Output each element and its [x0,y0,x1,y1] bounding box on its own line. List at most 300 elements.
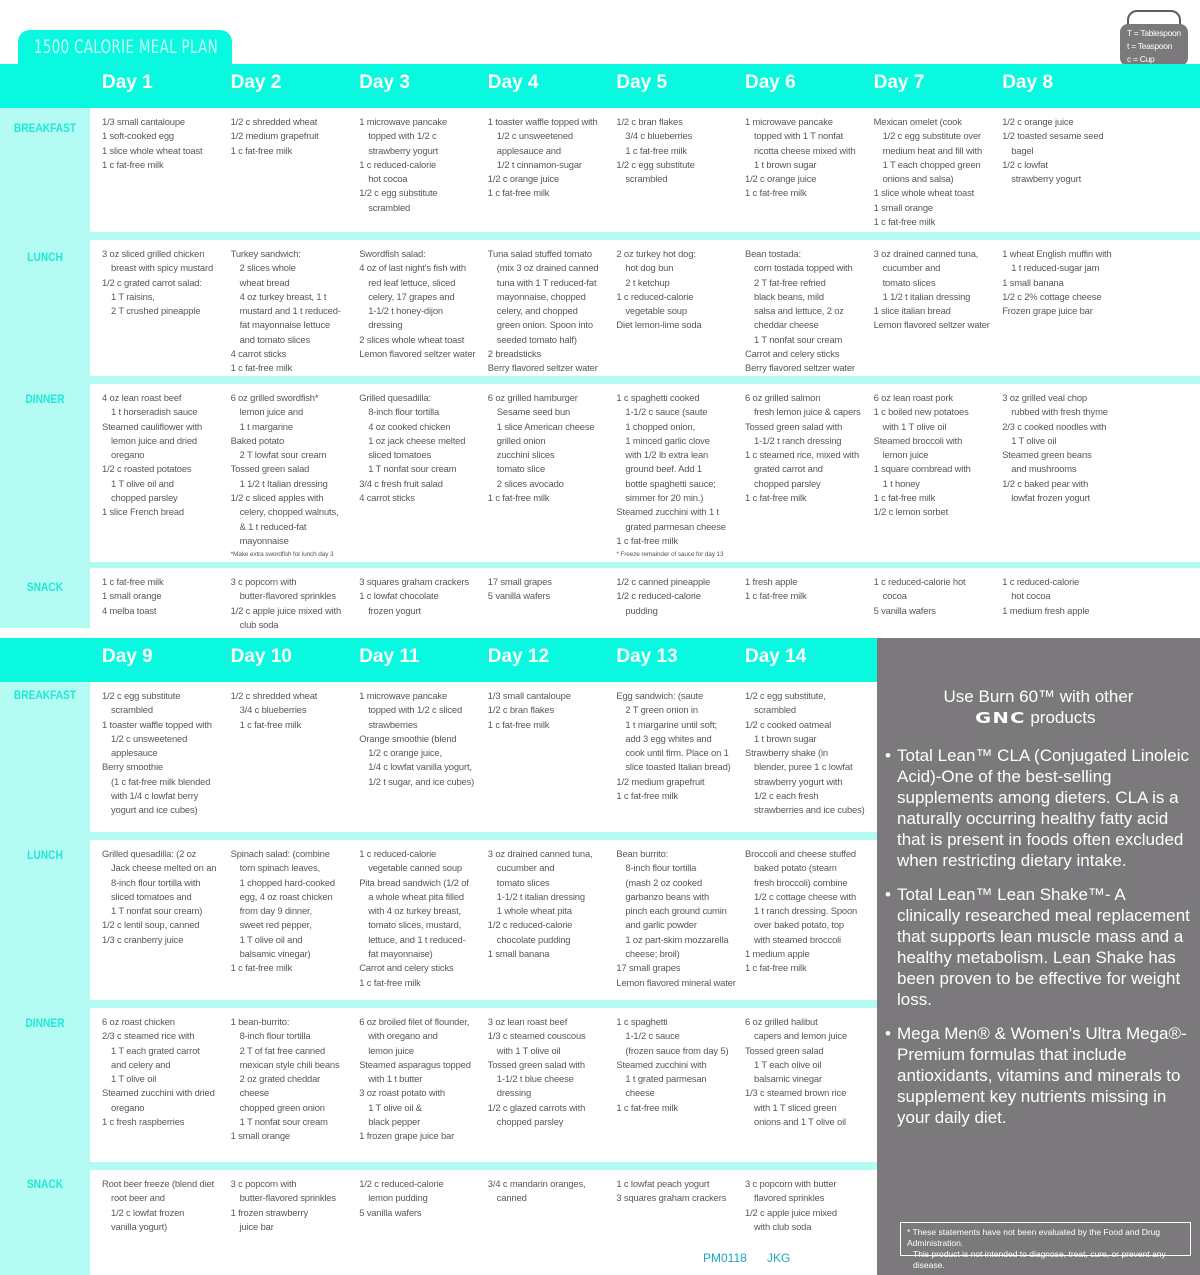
meal-item: 1 c boiled new potatoes [873,406,969,418]
meal-item: 1/2 c orange juice [487,173,560,185]
meal-item: mayonnaise [239,534,289,546]
meal-item: 1 slice French bread [102,506,184,518]
meal-item: 1 square cornbread with [873,463,971,475]
meal-item: balsamic vinegar) [239,948,311,960]
meal-item: oregano [111,449,145,461]
meal-item: 1 T raisins, [111,290,155,302]
meal-item: 1 c reduced-calorie [616,290,694,302]
lunch-cell [90,847,218,947]
meal-item: 1 c spaghetti [616,1016,668,1027]
dinner-cell [476,1015,604,1129]
meal-item: vanilla yogurt) [111,1220,168,1232]
meal-item: 1/2 c bran flakes [616,116,683,127]
meal-item: 1/2 toasted sesame seed [1002,130,1104,142]
meal-item: Pita bread sandwich (1/2 of [359,876,469,888]
meal-item: hot dog bun [625,262,674,274]
meal-item: lemon juice and dried [111,434,197,446]
lunch-cell [476,247,604,376]
meal-item: a whole wheat pita filled [368,890,464,902]
meal-item: 1 c spaghetti cooked [616,392,700,403]
meal-item: 1-1/2 t honey-dijon [368,305,443,317]
meal-item: 1 oz part-skim mozzarella [625,933,729,945]
meal-item: 1/2 c egg substitute, [745,690,826,701]
breakfast-cell [476,689,604,732]
meal-item: celery, chopped walnuts, [239,506,339,518]
meal-item: tomato slice [496,463,546,475]
meal-item: Steamed zucchini with 1 t [616,506,719,518]
meal-item: with 1/4 c lowfat berry [111,790,199,802]
meal-item: 1 c fat-free milk [487,492,550,504]
meal-item: 1/2 c apple juice mixed [745,1206,837,1218]
day-heading: Day 4 [487,72,539,93]
meal-item: 2/3 c steamed rice with [102,1030,195,1042]
meal-item: Steamed zucchini with dried [102,1087,215,1099]
meal-item: cook until firm. Place on 1 [625,747,729,759]
meal-item: hot cocoa [368,173,408,185]
meal-item: 3 oz drained canned tuna, [873,248,979,259]
meal-item: 4 melba toast [102,604,157,616]
meal-item: 1/2 c shredded wheat [230,116,318,127]
day-heading: Day 14 [745,646,807,667]
meal-item: 1/2 c lowfat frozen [111,1206,185,1218]
meal-item: ground beef. Add 1 [625,463,702,475]
meal-item: sliced tomatoes and [111,890,192,902]
meal-item: 3/4 c mandarin oranges, [487,1178,586,1189]
meal-item: 1/2 c unsweetened [111,732,188,744]
meal-item: canned [496,1192,527,1204]
meal-item: 1 t margarine [239,420,293,432]
meal-item: 1 small banana [1002,276,1064,288]
meal-item: scrambled [754,704,796,716]
meal-item: Tuna salad stuffed tomato [487,248,592,259]
meal-item: rubbed with fresh thyme [1011,406,1108,418]
meal-item: 1 soft-cooked egg [102,130,174,142]
meal-item: 1 small orange [873,201,933,213]
gnc-logo: GNC [975,709,1027,727]
meal-item: 1/2 c shredded wheat [230,690,318,701]
meal-item: 1 t grated parmesan [625,1073,707,1085]
row-divider [90,232,1200,240]
meal-item: green onion. Spoon into [496,319,593,331]
meal-item: mustard and 1 t reduced- [239,305,341,317]
meal-item: from day 9 dinner, [239,905,312,917]
meal-item: topped with 1 T nonfat [754,130,844,142]
meal-item: 1 t ranch dressing. Spoon [754,905,858,917]
meal-item: with 4 oz turkey breast, [368,905,461,917]
meal-item: with 1 T sliced green [754,1101,837,1113]
meal-item: club soda [239,618,279,630]
meal-item: 1/2 c lentil soup, canned [102,919,200,931]
meal-item: 1 oz jack cheese melted [368,434,466,446]
meal-item: 1/2 c canned pineapple [616,576,711,587]
meal-item: Egg sandwich: (saute [616,690,704,701]
day-heading: Day 3 [359,72,410,93]
breakfast-cell [476,115,604,201]
meal-item: 3 oz grilled veal chop [1002,392,1087,403]
meal-item: yogurt and ice cubes) [111,804,198,816]
meal-item: Turkey sandwich: [230,248,301,259]
meal-item: 1 T nonfat sour cream [368,463,457,475]
meal-item: 1 T olive oil [1011,434,1057,446]
row-divider [90,562,1200,568]
meal-item: strawberry yogurt [368,144,439,156]
meal-item: red leaf lettuce, sliced [368,276,456,288]
disclaimer-line2: This product is not intended to diagnose, treat, cure, or prevent any disease. [913,1249,1166,1270]
meal-item: 1/2 c egg substitute [616,158,695,170]
meal-item: topped with 1/2 c sliced [368,704,463,716]
meal-item: chopped parsley [496,1116,564,1128]
meal-item: garbanzo beans with [625,890,710,902]
snack-cell [733,575,861,604]
meal-item: 1 T olive oil & [368,1101,422,1113]
meal-item: 3 oz lean roast beef [487,1016,568,1027]
meal-item: 6 oz grilled hamburger [487,392,578,403]
meal-item: pinch each ground cumin [625,905,727,917]
meal-item: Swordfish salad: [359,248,426,259]
meal-item: 1-1/2 c sauce (saute [625,406,708,418]
meal-item: 2 T crushed pineapple [111,305,201,317]
meal-item: 2/3 c cooked noodles with [1002,420,1107,432]
meal-item: 1/2 c egg substitute [102,690,181,701]
meal-item: Carrot and celery sticks [745,348,840,360]
meal-item: 1/2 c baked pear with [1002,477,1089,489]
meal-item: 4 oz lean roast beef [102,392,182,403]
meal-item: tuna with 1 T reduced-fat [496,276,597,288]
meal-item: 1 T olive oil and [239,933,303,945]
meal-item: 1/2 medium grapefruit [230,130,319,142]
meal-item: 1 1/2 t italian dressing [882,290,971,302]
meal-item: and tomato slices [239,333,310,345]
meal-item: 2 breadsticks [487,348,542,360]
meal-item: breast with spicy mustard [111,262,214,274]
meal-item: lowfat frozen yogurt [1011,492,1090,504]
meal-item: juice bar [239,1220,274,1232]
meal-item: 1/2 medium grapefruit [616,775,705,787]
meal-item: frozen yogurt [368,604,421,616]
meal-item: Diet lemon-lime soda [616,319,702,331]
meal-item: 1 c lowfat chocolate [359,590,439,602]
meal-item: 5 vanilla wafers [487,590,551,602]
dinner-footnote: * Freeze remainder of sauce for day 13 [616,551,724,559]
meal-item: 1 c fat-free milk [230,144,293,156]
row-divider [90,832,877,840]
meal-item: Broccoli and cheese stuffed [745,848,856,859]
meal-item: 1/4 c lowfat vanilla yogurt, [368,761,472,773]
day-heading: Day 12 [487,646,550,667]
meal-item: 1 small orange [230,1130,290,1142]
snack-cell [219,1177,347,1234]
meal-item: torn spinach leaves, [239,862,320,874]
lunch-cell [90,247,218,318]
meal-item: grated carrot and [754,463,823,475]
meal-item: 1 toaster waffle topped with [102,718,212,730]
meal-item: 1/3 small cantaloupe [487,690,571,701]
meal-item: Grilled quesadilla: [359,392,431,403]
snack-cell [604,1177,732,1206]
footer-code: PM0118 [703,1251,747,1265]
meal-item: seeded tomato half) [496,333,577,345]
meal-item: 5 vanilla wafers [359,1206,422,1218]
lunch-cell [347,247,475,361]
meal-item: 1 whole wheat pita [496,905,572,917]
meal-item: 1/2 c sliced apples with [230,492,324,504]
snack-cell [219,575,347,632]
meal-item: cheddar cheese [754,319,819,331]
meal-item: 1 slice whole wheat toast [873,187,975,199]
meal-item: with 1 T olive oil [882,420,947,432]
snack-cell [347,1177,475,1220]
meal-item: 1 c fat-free milk [359,976,421,988]
meal-item: 1 t margarine until soft; [625,718,717,730]
row-divider [90,1162,877,1170]
meal-item: 1/2 c orange juice, [368,747,442,759]
meal-item: fat mayonnaise lettuce [239,319,331,331]
meal-item: 1 T olive oil [111,1073,157,1085]
meal-item: 2 slices whole [239,262,296,274]
snack-cell [990,575,1118,618]
meal-item: 6 oz roast chicken [102,1016,175,1027]
meal-item: 4 carrot sticks [230,348,287,360]
meal-item: 1 t honey [882,477,920,489]
meal-item: 1 c fat-free milk [873,216,936,228]
meal-item: medium heat and fill with [882,144,983,156]
meal-item: 1 chopped hard-cooked [239,876,335,888]
lunch-cell [219,847,347,976]
meal-item: 1 c fat-free milk [745,187,807,199]
meal-item: 1 c fat-free milk [616,790,678,802]
meal-item: mayonnaise, chopped [496,290,586,302]
lunch-cell [219,247,347,376]
meal-item: 1 c fat-free milk [873,492,936,504]
meal-item: over baked potato, top [754,919,844,931]
breakfast-cell [347,689,475,789]
dinner-cell [219,391,347,560]
meal-item: 1 t horseradish sauce [111,406,198,418]
meal-item: lemon juice and [239,406,304,418]
meal-item: 1 T each grated carrot [111,1044,200,1056]
meal-item: Baked potato [230,434,285,446]
meal-item: vegetable soup [625,305,687,317]
meal-item: 1/2 c glazed carrots with [487,1101,586,1113]
meal-item: Steamed broccoli with [873,434,963,446]
breakfast-cell [604,115,732,186]
meal-item: 1 T each olive oil [754,1058,822,1070]
meal-item: fresh broccoli) combine [754,876,848,888]
meal-item: mexican style chili beans [239,1058,340,1070]
meal-item: 1/2 c apple juice mixed with [230,604,342,616]
meal-item: strawberry yogurt [1011,173,1082,185]
meal-item: 1 t reduced-sugar jam [1011,262,1100,274]
meal-item: 1 c reduced-calorie [359,848,437,859]
meal-item: 2 slices whole wheat toast [359,333,465,345]
meal-item: Mexican omelet (cook [873,116,962,127]
meal-item: 1/2 c lowfat [1002,158,1048,170]
legend-cup: c = Cup [1127,54,1155,64]
meal-item: 4 carrot sticks [359,492,415,504]
meal-item: Steamed zucchini with [616,1058,707,1070]
meal-item: Tossed green salad with [487,1058,585,1070]
meal-item: 1 c fat-free milk [625,144,687,156]
meal-item: simmer for 20 min.) [625,492,704,504]
meal-item: with oregano and [368,1030,438,1042]
day-header-bar [0,638,877,682]
meal-item: 1/2 c reduced-calorie [487,919,573,931]
meal-item: strawberries and ice cubes) [754,804,865,816]
meal-item: Steamed cauliflower with [102,420,203,432]
meal-item: with club soda [754,1220,812,1232]
meal-item: with 1 T olive oil [496,1044,561,1056]
meal-item: 2 oz turkey hot dog: [616,248,696,259]
meal-label-snack: SNACK [26,1177,64,1191]
meal-item: 8-inch flour tortilla [239,1030,311,1042]
meal-item: Steamed green beans [1002,449,1092,461]
meal-item: 3 oz sliced grilled chicken [102,248,205,259]
meal-label-lunch: LUNCH [27,250,63,264]
meal-item: 1/2 t sugar, and ice cubes) [368,775,475,787]
meal-item: zucchini slices [496,449,555,461]
meal-item: scrambled [111,704,153,716]
meal-item: 1/2 c reduced-calorie [616,590,701,602]
lunch-cell [733,847,861,976]
meal-item: topped with 1/2 c [368,130,437,142]
day-heading: Day 1 [102,72,153,93]
product-list [885,745,1190,1141]
meal-item: 1 c lowfat peach yogurt [616,1178,710,1189]
meal-item: 1 chopped onion, [625,420,695,432]
meal-item: lemon pudding [368,1192,428,1204]
meal-item: 3 c popcorn with [230,576,297,587]
dinner-cell [604,391,732,560]
meal-item: 6 oz broiled filet of flounder, [359,1016,470,1027]
day-heading: Day 8 [1002,72,1053,93]
meal-item: 1 c fat-free milk [745,492,807,504]
meal-item: Tossed green salad with [745,420,843,432]
meal-item: 1/2 c bran flakes [487,704,555,716]
row-divider [90,376,1200,384]
meal-item: blender, puree 1 c lowfat [754,761,853,773]
meal-item: with 1 t butter [368,1073,423,1085]
day-heading: Day 5 [616,72,668,93]
meal-item: 1/3 c cranberry juice [102,933,184,945]
lunch-cell [990,247,1118,318]
dinner-cell [347,1015,475,1144]
meal-item: 1 slice italian bread [873,305,951,317]
dinner-cell [990,391,1118,505]
meal-item: Steamed asparagus topped [359,1058,471,1070]
meal-item: tomato slices [882,276,936,288]
meal-label-column [0,108,90,628]
breakfast-cell [219,115,347,158]
day-heading: Day 7 [873,72,925,93]
breakfast-cell [90,115,218,172]
dinner-cell [733,1015,861,1129]
meal-item: 1 c fresh raspberries [102,1116,185,1128]
snack-cell [604,575,732,618]
meal-item: grated parmesan cheese [625,520,726,532]
meal-item: 17 small grapes [487,576,552,587]
meal-item: 3/4 c blueberries [625,130,693,142]
fda-disclaimer [900,1222,1191,1270]
meal-item: sliced tomatoes [368,449,432,461]
snack-cell [476,1177,604,1206]
meal-item: root beer and [111,1192,165,1204]
meal-item: cheese [239,1087,269,1099]
meal-item: lettuce, and 1 t reduced- [368,933,466,945]
dinner-cell [862,391,990,520]
meal-item: 1 T olive oil and [111,477,174,489]
meal-item: 1/2 c cooked oatmeal [745,718,832,730]
snack-cell [862,575,990,618]
meal-item: 1 microwave pancake [359,690,448,701]
meal-item: 1 medium fresh apple [1002,604,1090,616]
dinner-cell [733,391,861,505]
meal-item: flavored sprinkles [754,1192,825,1204]
legend-content [1120,24,1188,66]
meal-item: 1-1/2 t ranch dressing [754,434,842,446]
meal-item: 6 oz grilled swordfish* [230,392,319,403]
meal-item: 2 T lowfat sour cream [239,449,327,461]
day-heading: Day 9 [102,646,153,667]
meal-item: grilled onion [496,434,546,446]
meal-item: oregano [111,1101,145,1113]
meal-item: 1 slice American cheese [496,420,595,432]
breakfast-cell [862,115,990,229]
meal-item: 1 c steamed rice, mixed with [745,449,860,461]
meal-item: 1 t brown sugar [754,158,817,170]
breakfast-cell [990,115,1118,186]
meal-item: scrambled [368,201,411,213]
meal-item: 6 oz grilled halibut [745,1016,818,1027]
dinner-cell [476,391,604,505]
snack-cell [733,1177,861,1234]
meal-item: 1 small banana [487,948,550,960]
meal-item: 1/2 t cinnamon-sugar [496,158,582,170]
day-heading: Day 11 [359,646,420,667]
panel-title-line2: products [1030,708,1096,727]
legend-tablespoon: T = Tablespoon [1127,28,1181,38]
snack-cell [90,1177,218,1234]
meal-label-breakfast: BREAKFAST [13,688,77,702]
meal-item: Spinach salad: (combine [230,848,330,859]
meal-item: celery, and chopped [496,305,578,317]
meal-item: sweet red pepper, [239,919,312,931]
meal-item: 2 T of fat free canned [239,1044,326,1056]
meal-item: 1 c reduced-calorie [359,158,437,170]
meal-item: 1/3 c steamed couscous [487,1030,586,1042]
breakfast-cell [733,115,861,201]
meal-item: Strawberry shake (in [745,747,828,759]
meal-item: 1 c fat-free milk [102,576,164,587]
meal-item: egg, 4 oz roast chicken [239,890,333,902]
meal-item: Lemon flavored seltzer water [873,319,990,331]
meal-item: 1 fresh apple [745,576,798,587]
meal-item: 4 oz turkey breast, 1 t [239,290,327,302]
meal-item: 8-inch flour tortilla [625,862,697,874]
meal-item: 2 t ketchup [625,276,670,288]
meal-item: 1 frozen strawberry [230,1206,308,1218]
meal-item: hot cocoa [1011,590,1051,602]
meal-item: 2 oz grated cheddar [239,1073,321,1085]
meal-item: 1 c reduced-calorie hot [873,576,966,587]
lunch-cell [862,247,990,333]
meal-item: 1-1/2 t italian dressing [496,890,585,902]
meal-item: tomato slices [496,876,550,888]
legend-teaspoon: t = Teaspoon [1127,41,1173,51]
meal-item: 1 slice whole wheat toast [102,144,203,156]
meal-item: 1-1/2 t blue cheese [496,1073,574,1085]
meal-item: cucumber and [496,862,555,874]
meal-item: 6 oz grilled salmon [745,392,821,403]
